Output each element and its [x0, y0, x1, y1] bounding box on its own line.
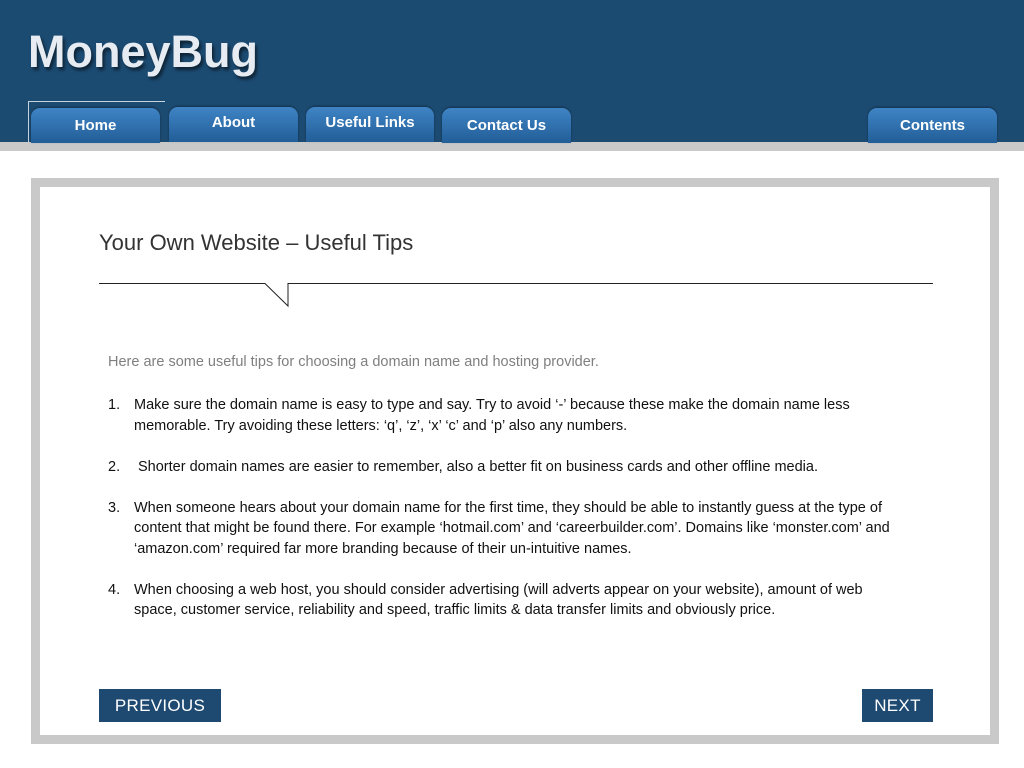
header-divider — [0, 142, 1024, 151]
list-item-number: 2. — [108, 458, 121, 475]
tab-contents-label: Contents — [900, 117, 965, 134]
tab-home-label: Home — [74, 117, 117, 134]
tab-contents[interactable] — [868, 108, 997, 143]
tips-list — [108, 395, 908, 641]
tab-contact-us[interactable] — [442, 108, 571, 143]
list-item — [108, 498, 908, 560]
tab-useful-links[interactable] — [306, 107, 434, 142]
tab-contact-us-label: Contact Us — [466, 117, 547, 134]
list-item-number: 4. — [108, 581, 121, 598]
list-item-text: When someone hears about your domain name for the first time, they should be able to instantly guess at the type of content that might be found there. For example ‘hotmail.com’ and ‘careerbuilder.com’. Domains like ‘monster.com’ and ‘amazon.com’ required far more branding because of their un-intuitive names. — [134, 499, 890, 557]
list-item — [108, 580, 908, 621]
list-item — [108, 395, 908, 436]
next-button[interactable]: NEXT — [862, 689, 933, 722]
page-title: Your Own Website – Useful Tips — [99, 230, 414, 255]
list-item-text: Shorter domain names are easier to remember, also a better fit on business cards and other offline media. — [138, 458, 818, 475]
title-divider — [99, 282, 933, 312]
list-item-number: 3. — [108, 499, 121, 516]
list-item-number: 1. — [108, 397, 121, 413]
tab-useful-links-label: Useful Links — [325, 114, 415, 131]
previous-button[interactable]: PREVIOUS — [99, 689, 221, 722]
site-logo-text: MoneyBug — [28, 26, 258, 77]
tab-about-label: About — [211, 114, 256, 131]
list-item — [108, 457, 908, 478]
list-item-text: When choosing a web host, you should consider advertising (will adverts appear on your website), amount of web space, customer service, reliability and speed, traffic limits & data transfer limits and obviously price. — [134, 581, 863, 618]
list-item-text: Make sure the domain name is easy to type and say. Try to avoid ‘-’ because these make the domain name less memorable. Try avoiding these letters: ‘q’, ‘z’, ‘x’ ‘c’ and ‘p’ also any numbers. — [134, 397, 850, 434]
tab-about[interactable] — [169, 107, 298, 142]
tab-home[interactable] — [31, 108, 160, 143]
intro-text: Here are some useful tips for choosing a domain name and hosting provider. — [108, 354, 599, 370]
